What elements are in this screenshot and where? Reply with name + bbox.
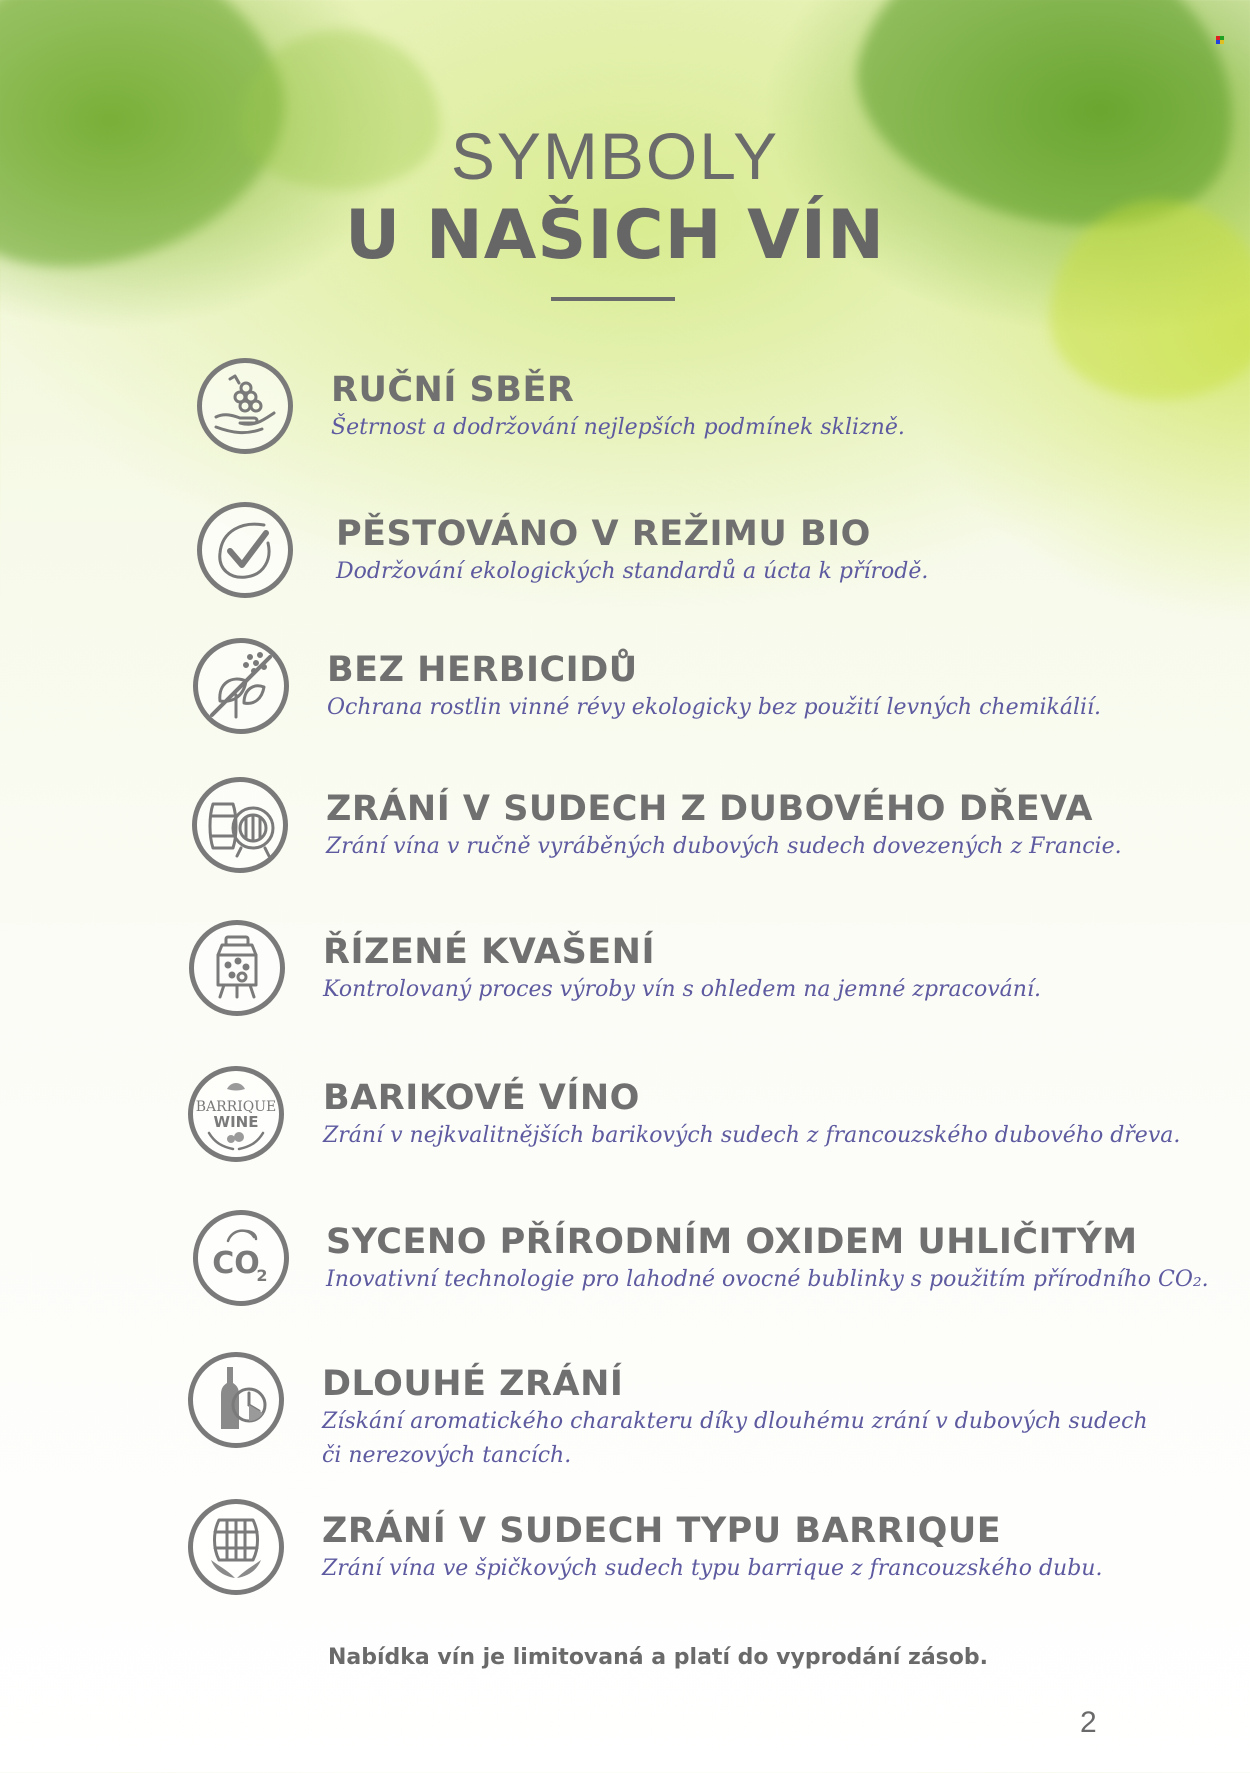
symbol-item-no-herbicide bbox=[0, 638, 1250, 758]
item-description: Zrání vína v ručně vyráběných dubových sudech dovezených z Francie. bbox=[326, 834, 1122, 859]
item-description: Získání aromatického charakteru díky dlouhému zrání v dubových sudech bbox=[322, 1409, 1148, 1434]
item-heading: ZRÁNÍ V SUDECH TYPU BARRIQUE bbox=[322, 1511, 1002, 1551]
item-heading: SYCENO PŘÍRODNÍM OXIDEM UHLIČITÝM bbox=[326, 1222, 1138, 1262]
item-description: Ochrana rostlin vinné révy ekologicky bez použití levných chemikálií. bbox=[327, 695, 1102, 720]
item-heading: PĚSTOVÁNO V REŽIMU BIO bbox=[336, 514, 871, 554]
item-description: Zrání vína ve špičkových sudech typu barrique z francouzského dubu. bbox=[322, 1556, 1103, 1581]
item-heading: BEZ HERBICIDŮ bbox=[327, 650, 638, 690]
hand-grapes-icon bbox=[197, 358, 293, 454]
bottle-clock-icon bbox=[188, 1352, 284, 1448]
item-heading: BARIKOVÉ VÍNO bbox=[323, 1078, 640, 1118]
symbol-item-oak-barrels bbox=[0, 777, 1250, 897]
item-description-line2: či nerezových tancích. bbox=[322, 1443, 572, 1468]
symbol-item-fermentation bbox=[0, 920, 1250, 1040]
footer-note: Nabídka vín je limitovaná a platí do vyprodání zásob. bbox=[328, 1645, 988, 1670]
oak-barrels-icon bbox=[192, 777, 288, 873]
item-description: Inovativní technologie pro lahodné ovocné bublinky s použitím přírodního CO₂. bbox=[326, 1267, 1209, 1292]
icon-text: 2 bbox=[256, 1266, 268, 1285]
color-marker-icon bbox=[1216, 36, 1224, 44]
icon-text: WINE bbox=[213, 1113, 259, 1131]
item-heading: RUČNÍ SBĚR bbox=[331, 370, 575, 410]
icon-text: CO bbox=[212, 1246, 260, 1281]
page-title-line1: SYMBOLY bbox=[450, 119, 780, 193]
leaf-check-icon bbox=[197, 502, 293, 598]
item-description: Šetrnost a dodržování nejlepších podmínek sklizně. bbox=[331, 415, 905, 440]
title-divider bbox=[551, 297, 675, 301]
item-heading: ŘÍZENÉ KVAŠENÍ bbox=[323, 932, 655, 972]
symbol-item-co2 bbox=[0, 1210, 1250, 1330]
barrique-wine-icon bbox=[188, 1066, 284, 1162]
fermentation-tank-icon bbox=[189, 920, 285, 1016]
page-title-line2: U NAŠICH VÍN bbox=[344, 196, 886, 275]
symbol-item-barrique-wine bbox=[0, 1066, 1250, 1186]
symbol-item-long-aging bbox=[0, 1352, 1250, 1472]
item-heading: DLOUHÉ ZRÁNÍ bbox=[322, 1364, 624, 1404]
symbol-item-barrique-barrel bbox=[0, 1499, 1250, 1619]
page-number: 2 bbox=[1080, 1706, 1097, 1739]
item-description: Zrání v nejkvalitnějších barikových sudech z francouzského dubového dřeva. bbox=[323, 1123, 1181, 1148]
item-heading: ZRÁNÍ V SUDECH Z DUBOVÉHO DŘEVA bbox=[326, 789, 1093, 829]
symbol-item-hand-harvest bbox=[0, 358, 1250, 478]
item-description: Kontrolovaný proces výroby vín s ohledem na jemné zpracování. bbox=[323, 977, 1041, 1002]
icon-text: BARRIQUE bbox=[195, 1099, 277, 1115]
co2-icon bbox=[193, 1210, 289, 1306]
barrique-barrel-icon bbox=[188, 1499, 284, 1595]
item-description: Dodržování ekologických standardů a úcta k přírodě. bbox=[336, 559, 929, 584]
no-herbicide-icon bbox=[193, 638, 289, 734]
symbol-item-bio bbox=[0, 502, 1250, 622]
